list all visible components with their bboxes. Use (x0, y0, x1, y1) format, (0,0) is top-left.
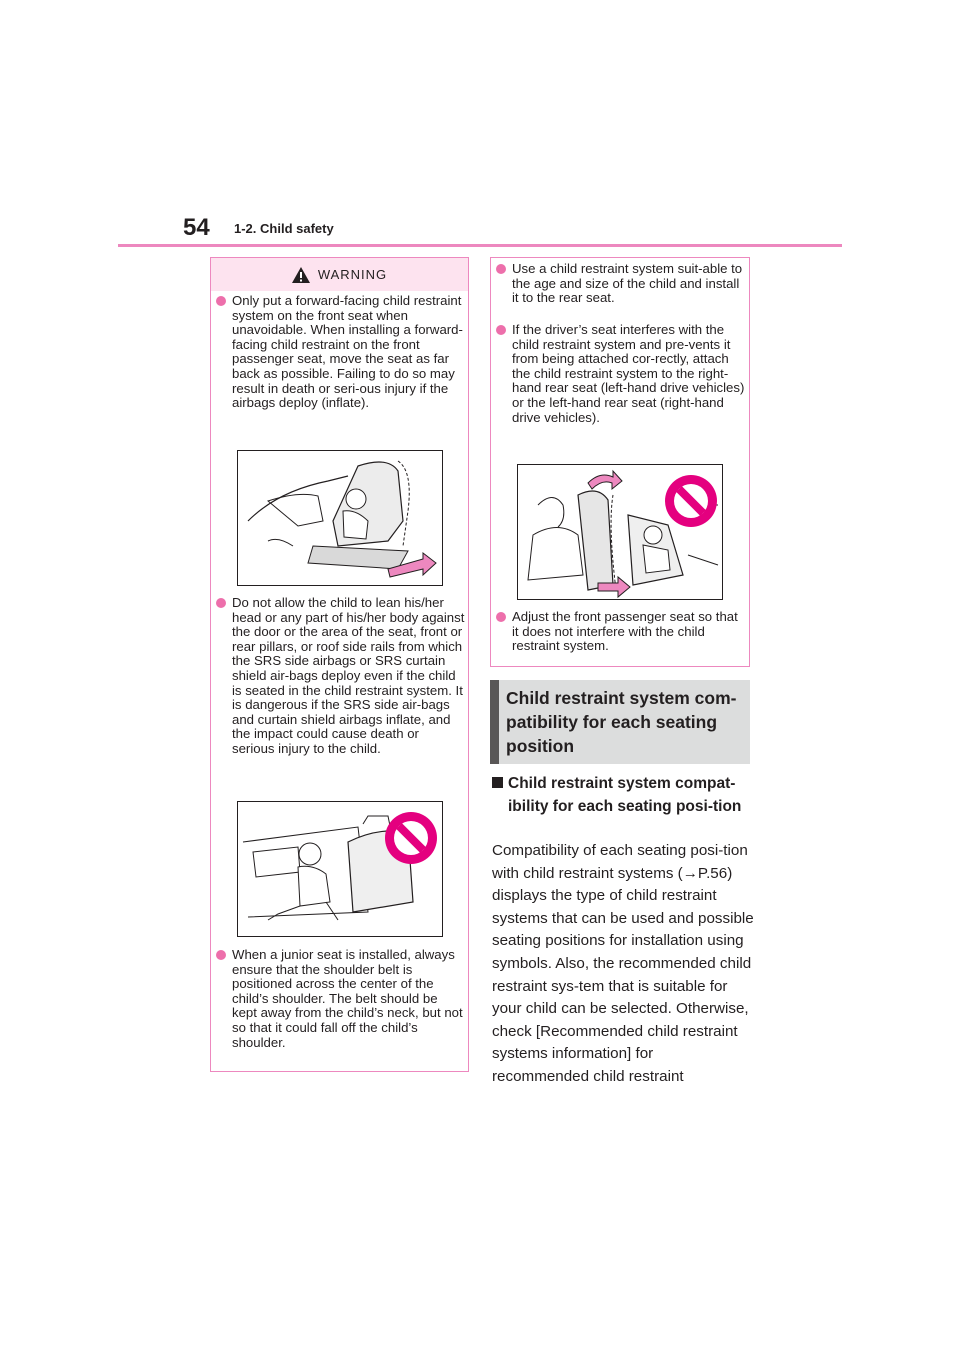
body-paragraph: Compatibility of each seating posi-tion with child restraint systems (→P.56) displays the type of child restraint systems that can be used and possible seating positions for installation using symbols. Also, the recommended child restraint sys-tem that is suitable for your child can be selected. Otherwise, check [Recommended child restraint systems information] for recommended child restraint (492, 842, 754, 1085)
header-rule (118, 244, 842, 247)
section-heading: Child restraint system com-patibility for each seating position (506, 688, 737, 756)
child-leaning-prohibited-illustration (237, 801, 443, 937)
warning-item-text: Do not allow the child to lean his/her head or any part of his/her body against the door or the area of the seat, front or rear pillars, or roof side rails from which the SRS side airbags or SRS curtain shield air-bags deploy even if the child is seated in the child restraint system. It is dangerous if the SRS side air-bags and curtain shield airbags inflate, and the impact could cause death or serious injury to the child. (232, 595, 465, 756)
prohibition-icon (665, 475, 717, 527)
bullet-icon (216, 950, 226, 960)
warning-item-1 (215, 294, 465, 411)
warning-continued-item-2 (495, 323, 747, 425)
warning-continued-item-text: Use a child restraint system suit-able to the age and size of the child and install it to the rear seat. (512, 261, 743, 306)
forward-facing-seat-illustration (237, 450, 443, 586)
pink-arrow-icon (588, 471, 622, 489)
section-title: 1-2. Child safety (234, 221, 334, 236)
bullet-icon (496, 325, 506, 335)
warning-header (211, 258, 468, 291)
warning-continued-item-text: If the driver’s seat interferes with the child restraint system and pre-vents it from being attached cor-rectly, attach the child restraint system to the right-hand rear seat (left-hand drive vehicles) or the left-hand rear seat (right-hand drive vehicles). (512, 322, 745, 425)
warning-continued-item-3 (495, 610, 747, 654)
bullet-icon (496, 612, 506, 622)
warning-continued-item-text: Adjust the front passenger seat so that it does not interfere with the child restraint system. (512, 609, 738, 654)
warning-item-text: When a junior seat is installed, always ensure that the shoulder belt is positioned across the center of the child’s shoulder. The belt should be kept away from the child’s neck, but not so that it could fall off the child’s shoulder. (232, 947, 463, 1050)
warning-triangle-icon (292, 267, 310, 283)
warning-continued-box (490, 257, 750, 667)
bullet-icon (496, 264, 506, 274)
section-heading-band (490, 680, 750, 764)
bullet-icon (216, 296, 226, 306)
subheading (492, 772, 752, 818)
seat-interference-prohibited-illustration (517, 464, 723, 600)
subheading-text: Child restraint system compat-ibility for each seating posi-tion (508, 775, 742, 815)
page-number: 54 (183, 214, 210, 241)
warning-item-3 (215, 948, 465, 1050)
warning-item-text: Only put a forward-facing child restraint system on the front seat when unavoidable. When installing a forward-facing child restraint on the front passenger seat, move the seat as far back as possible. Failing to do so may result in death or seri-ous injury if the airbags deploy (inflate). (232, 293, 463, 411)
warning-item-2 (215, 596, 465, 757)
prohibition-icon (385, 812, 437, 864)
heading-accent-bar (490, 680, 499, 764)
bullet-icon (216, 598, 226, 608)
warning-title: WARNING (317, 267, 388, 282)
square-bullet-icon (492, 777, 503, 788)
warning-continued-item-1 (495, 262, 747, 306)
warning-box (210, 257, 469, 1072)
